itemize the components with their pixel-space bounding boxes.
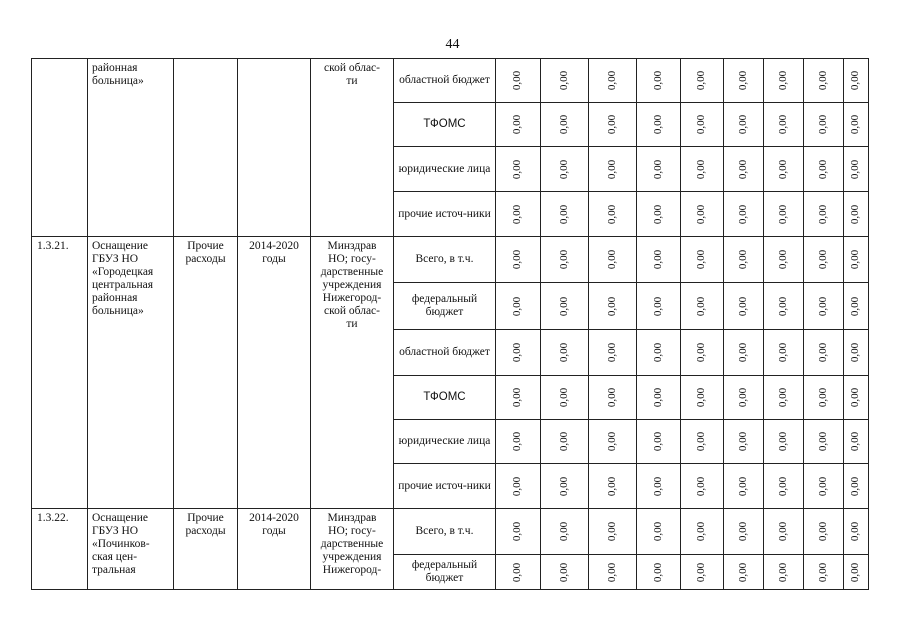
value-text: 0,00 — [558, 114, 570, 135]
value-cell — [589, 283, 637, 330]
value-cell — [541, 192, 589, 237]
item-name-line: больница» — [92, 305, 144, 317]
value-text: 0,00 — [737, 562, 749, 582]
item-code-cell: 1.3.21. — [32, 237, 88, 509]
period-cell — [238, 237, 311, 509]
value-cell — [541, 237, 589, 283]
value-text: 0,00 — [817, 114, 829, 135]
expense-type-line: расходы — [185, 525, 226, 537]
value-cell — [496, 147, 541, 192]
value-cell — [804, 464, 844, 509]
value-text: 0,00 — [652, 159, 664, 179]
funding-source-cell: ТФОМС — [394, 103, 496, 147]
value-cell — [681, 330, 724, 376]
value-text: 0,00 — [817, 431, 829, 452]
value-cell — [764, 59, 804, 103]
value-text: 0,00 — [652, 70, 664, 91]
value-cell — [589, 420, 637, 464]
funding-source-cell: федеральный бюджет — [394, 283, 496, 330]
value-cell — [681, 283, 724, 330]
value-cell — [541, 420, 589, 464]
value-cell — [637, 509, 681, 555]
value-cell — [724, 555, 764, 590]
value-text: 0,00 — [849, 70, 862, 91]
value-cell — [589, 59, 637, 103]
value-cell — [724, 376, 764, 420]
table-row — [32, 509, 869, 555]
value-text: 0,00 — [849, 562, 862, 582]
item-name-line: больница» — [92, 75, 144, 87]
value-text: 0,00 — [849, 342, 862, 363]
value-cell — [496, 420, 541, 464]
value-cell — [496, 330, 541, 376]
value-cell — [589, 103, 637, 147]
value-cell — [681, 464, 724, 509]
value-text: 0,00 — [558, 562, 570, 582]
value-cell — [589, 555, 637, 590]
value-cell — [541, 509, 589, 555]
value-cell — [804, 237, 844, 283]
value-text: 0,00 — [737, 249, 749, 270]
executor-line: дарственные — [320, 266, 384, 278]
value-text: 0,00 — [695, 521, 708, 542]
value-cell — [541, 147, 589, 192]
value-cell — [844, 464, 869, 509]
value-text: 0,00 — [817, 296, 829, 316]
value-cell — [764, 555, 804, 590]
value-text: 0,00 — [817, 70, 829, 91]
value-text: 0,00 — [777, 296, 789, 316]
value-text: 0,00 — [737, 204, 749, 224]
item-name-line: центральная — [92, 279, 154, 291]
item-code-cell — [32, 59, 88, 237]
item-name-cell — [88, 59, 174, 237]
value-cell — [681, 147, 724, 192]
value-cell — [541, 376, 589, 420]
value-text: 0,00 — [652, 562, 664, 582]
value-cell — [764, 147, 804, 192]
value-text: 0,00 — [695, 70, 708, 91]
value-text: 0,00 — [652, 431, 664, 452]
value-text: 0,00 — [558, 159, 570, 179]
value-cell — [541, 59, 589, 103]
value-text: 0,00 — [695, 387, 708, 408]
value-text: 0,00 — [558, 431, 570, 452]
value-text: 0,00 — [777, 342, 789, 363]
value-cell — [589, 192, 637, 237]
item-code-cell: 1.3.22. — [32, 509, 88, 590]
value-cell — [496, 376, 541, 420]
item-name-cell — [88, 509, 174, 590]
executor-cell — [311, 237, 394, 509]
value-cell — [804, 555, 844, 590]
value-cell — [637, 420, 681, 464]
value-text: 0,00 — [558, 476, 570, 496]
value-cell — [589, 330, 637, 376]
value-text: 0,00 — [511, 296, 524, 316]
expense-type-line: Прочие — [187, 240, 224, 252]
value-cell — [637, 103, 681, 147]
value-cell — [804, 283, 844, 330]
period-line: 2014-2020 — [249, 240, 299, 252]
value-text: 0,00 — [849, 387, 862, 408]
value-text: 0,00 — [511, 562, 524, 582]
value-text: 0,00 — [777, 114, 789, 135]
value-cell — [804, 376, 844, 420]
item-name-line: ГБУЗ НО — [92, 253, 139, 265]
value-text: 0,00 — [777, 387, 789, 408]
value-cell — [637, 330, 681, 376]
value-text: 0,00 — [849, 159, 862, 179]
value-cell — [681, 237, 724, 283]
item-name-line: ская цен- — [92, 551, 138, 563]
executor-line: Нижегород- — [322, 564, 382, 576]
value-text: 0,00 — [777, 249, 789, 270]
value-text: 0,00 — [777, 70, 789, 91]
executor-line: Минздрав — [327, 240, 377, 252]
value-text: 0,00 — [849, 296, 862, 316]
value-text: 0,00 — [652, 342, 664, 363]
value-text: 0,00 — [606, 114, 618, 135]
value-text: 0,00 — [695, 562, 708, 582]
value-text: 0,00 — [606, 204, 618, 224]
value-cell — [844, 509, 869, 555]
value-cell — [496, 509, 541, 555]
value-text: 0,00 — [652, 476, 664, 496]
value-cell — [764, 330, 804, 376]
value-text: 0,00 — [511, 204, 524, 224]
expense-type-cell — [174, 509, 238, 590]
value-cell — [681, 59, 724, 103]
value-text: 0,00 — [849, 476, 862, 496]
executor-line: ской облас- — [324, 62, 380, 74]
value-cell — [541, 330, 589, 376]
value-cell — [844, 59, 869, 103]
value-text: 0,00 — [695, 342, 708, 363]
value-cell — [804, 59, 844, 103]
value-cell — [804, 509, 844, 555]
period-line: годы — [262, 525, 286, 537]
expense-type-cell — [174, 59, 238, 237]
value-text: 0,00 — [606, 342, 618, 363]
value-text: 0,00 — [511, 521, 524, 542]
value-text: 0,00 — [606, 387, 618, 408]
item-name-line: ГБУЗ НО — [92, 525, 139, 537]
value-text: 0,00 — [777, 204, 789, 224]
value-text: 0,00 — [777, 159, 789, 179]
value-text: 0,00 — [695, 249, 708, 270]
value-cell — [589, 237, 637, 283]
period-line: 2014-2020 — [249, 512, 299, 524]
item-name-line: тральная — [92, 564, 136, 576]
value-cell — [764, 376, 804, 420]
value-text: 0,00 — [558, 296, 570, 316]
funding-table — [31, 58, 869, 590]
value-cell — [541, 555, 589, 590]
value-text: 0,00 — [695, 204, 708, 224]
value-text: 0,00 — [817, 562, 829, 582]
value-text: 0,00 — [606, 159, 618, 179]
value-cell — [681, 509, 724, 555]
value-text: 0,00 — [849, 114, 862, 135]
value-cell — [589, 376, 637, 420]
item-name-line: Оснащение — [92, 512, 149, 524]
value-text: 0,00 — [817, 204, 829, 224]
table-row — [32, 237, 869, 283]
value-text: 0,00 — [849, 431, 862, 452]
executor-line: ти — [346, 75, 358, 87]
value-cell — [804, 192, 844, 237]
value-cell — [764, 509, 804, 555]
value-text: 0,00 — [695, 159, 708, 179]
value-cell — [724, 330, 764, 376]
value-text: 0,00 — [695, 431, 708, 452]
value-cell — [724, 103, 764, 147]
value-text: 0,00 — [606, 562, 618, 582]
value-cell — [681, 103, 724, 147]
funding-source-cell: областной бюджет — [394, 59, 496, 103]
value-text: 0,00 — [737, 476, 749, 496]
value-text: 0,00 — [695, 114, 708, 135]
funding-source-cell: ТФОМС — [394, 376, 496, 420]
table-row — [32, 59, 869, 103]
value-text: 0,00 — [511, 342, 524, 363]
value-cell — [844, 283, 869, 330]
executor-line: Нижегород- — [322, 292, 382, 304]
item-name-line: «Городецкая — [92, 266, 154, 278]
value-cell — [541, 103, 589, 147]
item-name-line: «Починков- — [92, 538, 150, 550]
funding-source-cell: юридические лица — [394, 420, 496, 464]
executor-line: дарственные — [320, 538, 384, 550]
value-cell — [637, 192, 681, 237]
executor-cell — [311, 59, 394, 237]
expense-type-line: расходы — [185, 253, 226, 265]
value-text: 0,00 — [606, 521, 618, 542]
value-cell — [496, 237, 541, 283]
value-cell — [844, 420, 869, 464]
value-text: 0,00 — [737, 431, 749, 452]
value-cell — [637, 283, 681, 330]
value-cell — [844, 330, 869, 376]
value-text: 0,00 — [737, 387, 749, 408]
value-text: 0,00 — [777, 521, 789, 542]
value-text: 0,00 — [652, 387, 664, 408]
value-text: 0,00 — [817, 387, 829, 408]
value-cell — [844, 103, 869, 147]
value-cell — [637, 147, 681, 192]
value-text: 0,00 — [558, 387, 570, 408]
period-cell — [238, 509, 311, 590]
value-text: 0,00 — [511, 114, 524, 135]
value-cell — [804, 103, 844, 147]
value-text: 0,00 — [777, 431, 789, 452]
item-name-cell — [88, 237, 174, 509]
value-text: 0,00 — [737, 70, 749, 91]
value-text: 0,00 — [606, 70, 618, 91]
executor-cell — [311, 509, 394, 590]
value-cell — [637, 555, 681, 590]
value-cell — [724, 237, 764, 283]
value-cell — [637, 376, 681, 420]
executor-line: ти — [346, 318, 358, 330]
funding-source-cell: областной бюджет — [394, 330, 496, 376]
executor-line: НО; госу- — [328, 525, 376, 537]
value-cell — [496, 555, 541, 590]
value-cell — [804, 330, 844, 376]
value-text: 0,00 — [652, 296, 664, 316]
value-cell — [637, 59, 681, 103]
value-cell — [724, 192, 764, 237]
value-cell — [496, 283, 541, 330]
value-text: 0,00 — [849, 249, 862, 270]
value-cell — [844, 147, 869, 192]
value-text: 0,00 — [606, 249, 618, 270]
value-cell — [496, 192, 541, 237]
value-cell — [844, 192, 869, 237]
value-cell — [764, 464, 804, 509]
value-text: 0,00 — [511, 70, 524, 91]
value-text: 0,00 — [817, 521, 829, 542]
value-cell — [541, 464, 589, 509]
value-cell — [724, 509, 764, 555]
value-text: 0,00 — [817, 342, 829, 363]
value-cell — [637, 237, 681, 283]
funding-source-cell: Всего, в т.ч. — [394, 237, 496, 283]
funding-source-cell: юридические лица — [394, 147, 496, 192]
value-cell — [804, 147, 844, 192]
value-text: 0,00 — [737, 342, 749, 363]
value-cell — [764, 237, 804, 283]
value-cell — [681, 555, 724, 590]
value-cell — [724, 147, 764, 192]
value-text: 0,00 — [652, 521, 664, 542]
executor-line: учреждения — [322, 551, 382, 563]
value-text: 0,00 — [558, 521, 570, 542]
period-line: годы — [262, 253, 286, 265]
value-text: 0,00 — [652, 249, 664, 270]
value-cell — [844, 555, 869, 590]
value-cell — [541, 283, 589, 330]
value-cell — [496, 464, 541, 509]
value-text: 0,00 — [558, 249, 570, 270]
expense-type-cell — [174, 237, 238, 509]
value-cell — [681, 376, 724, 420]
value-text: 0,00 — [817, 249, 829, 270]
value-cell — [724, 283, 764, 330]
value-text: 0,00 — [511, 476, 524, 496]
funding-source-cell: Всего, в т.ч. — [394, 509, 496, 555]
value-text: 0,00 — [606, 431, 618, 452]
value-text: 0,00 — [737, 521, 749, 542]
value-text: 0,00 — [737, 114, 749, 135]
value-text: 0,00 — [737, 159, 749, 179]
value-cell — [724, 464, 764, 509]
executor-line: учреждения — [322, 279, 382, 291]
value-text: 0,00 — [558, 342, 570, 363]
value-cell — [589, 464, 637, 509]
funding-source-cell: прочие источ-ники — [394, 464, 496, 509]
value-cell — [589, 509, 637, 555]
value-cell — [589, 147, 637, 192]
executor-line: ской облас- — [324, 305, 380, 317]
value-text: 0,00 — [511, 159, 524, 179]
value-cell — [844, 376, 869, 420]
value-text: 0,00 — [511, 431, 524, 452]
value-text: 0,00 — [695, 476, 708, 496]
page-number: 44 — [445, 37, 460, 52]
value-text: 0,00 — [849, 521, 862, 542]
value-text: 0,00 — [849, 204, 862, 224]
value-cell — [681, 420, 724, 464]
value-cell — [804, 420, 844, 464]
item-name-line: Оснащение — [92, 240, 149, 252]
value-text: 0,00 — [606, 296, 618, 316]
value-cell — [724, 420, 764, 464]
value-text: 0,00 — [652, 114, 664, 135]
value-text: 0,00 — [695, 296, 708, 316]
value-text: 0,00 — [606, 476, 618, 496]
value-cell — [496, 103, 541, 147]
value-cell — [724, 59, 764, 103]
value-text: 0,00 — [558, 204, 570, 224]
value-text: 0,00 — [777, 476, 789, 496]
value-cell — [764, 283, 804, 330]
value-text: 0,00 — [817, 159, 829, 179]
funding-source-cell: прочие источ-ники — [394, 192, 496, 237]
item-name-line: районная — [92, 292, 138, 304]
value-cell — [681, 192, 724, 237]
value-cell — [844, 237, 869, 283]
executor-line: НО; госу- — [328, 253, 376, 265]
expense-type-line: Прочие — [187, 512, 224, 524]
value-cell — [637, 464, 681, 509]
period-cell — [238, 59, 311, 237]
value-text: 0,00 — [777, 562, 789, 582]
value-text: 0,00 — [558, 70, 570, 91]
value-text: 0,00 — [511, 249, 524, 270]
funding-source-cell: федеральный бюджет — [394, 555, 496, 590]
value-cell — [764, 103, 804, 147]
value-cell — [764, 192, 804, 237]
value-text: 0,00 — [737, 296, 749, 316]
value-cell — [764, 420, 804, 464]
value-text: 0,00 — [817, 476, 829, 496]
value-text: 0,00 — [652, 204, 664, 224]
value-text: 0,00 — [511, 387, 524, 408]
executor-line: Минздрав — [327, 512, 377, 524]
item-name-line: районная — [92, 62, 138, 74]
value-cell — [496, 59, 541, 103]
